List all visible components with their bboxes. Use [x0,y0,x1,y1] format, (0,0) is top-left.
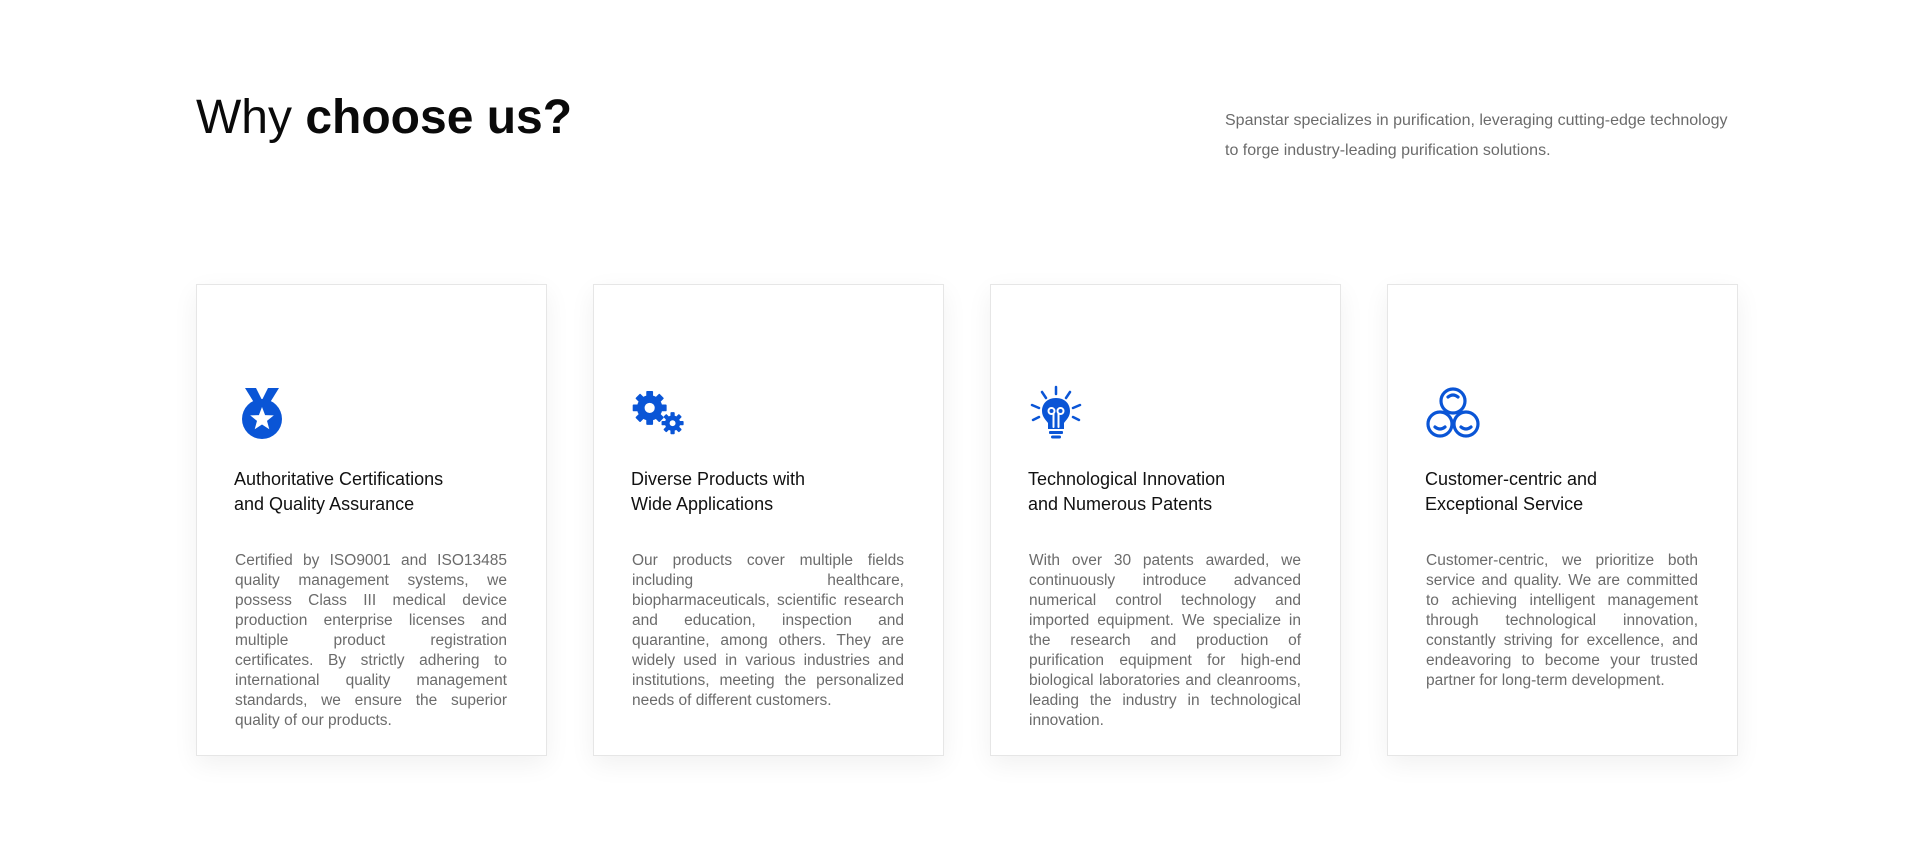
heading-light-text: Why [196,91,306,144]
card-title-line: Technological Innovation [1028,469,1226,489]
card-description: Our products cover multiple fields including healthcare, biopharmaceuticals, scientific research and education, inspection and quarantine, among others. They are widely used in various industries and institutions, meeting the personalized needs of different customers. [632,552,904,709]
card-description: Customer-centric, we prioritize both service and quality. We are committed to achieving intelligent management through technological innovation, constantly striving for excellence, and endeavoring to become your trusted partner for long-term development. [1426,552,1698,689]
card-title-line: Exceptional Service [1425,494,1584,514]
feature-card-service [1387,284,1738,756]
card-title-line: Wide Applications [631,494,774,514]
card-title [1425,467,1715,517]
medal-star-icon [234,385,290,441]
card-description: Certified by ISO9001 and ISO13485 quality management systems, we possess Class III medical device production enterprise licenses and multiple product registration certificates. By strictly adhering to international quality management standards, we ensure the superior quality of our products. [235,552,507,729]
card-title [1028,467,1318,517]
card-description: With over 30 patents awarded, we continuously introduce advanced numerical control technology and imported equipment. We specialize in the research and production of purification equipment for high-end biological laboratories and cleanrooms, leading the industry in technological innovation. [1029,552,1301,729]
heading-bold-text: choose us? [305,91,573,144]
people-circles-icon [1425,385,1481,441]
card-title-line: Customer-centric and [1425,469,1598,489]
feature-card-certifications [196,284,547,756]
section-intro: Spanstar specializes in purification, leveraging cutting-edge technology to forge industry-leading purification solutions. [1225,112,1728,159]
card-title-line: Authoritative Certifications [234,469,444,489]
card-title [631,467,921,517]
card-title-line: Diverse Products with [631,469,806,489]
feature-card-products [593,284,944,756]
lightbulb-icon [1028,385,1084,441]
section-heading [196,88,572,148]
card-title [234,467,524,517]
card-title-line: and Numerous Patents [1028,494,1213,514]
feature-cards [196,284,1740,756]
feature-card-innovation [990,284,1341,756]
card-title-line: and Quality Assurance [234,494,415,514]
gears-icon [631,385,687,441]
